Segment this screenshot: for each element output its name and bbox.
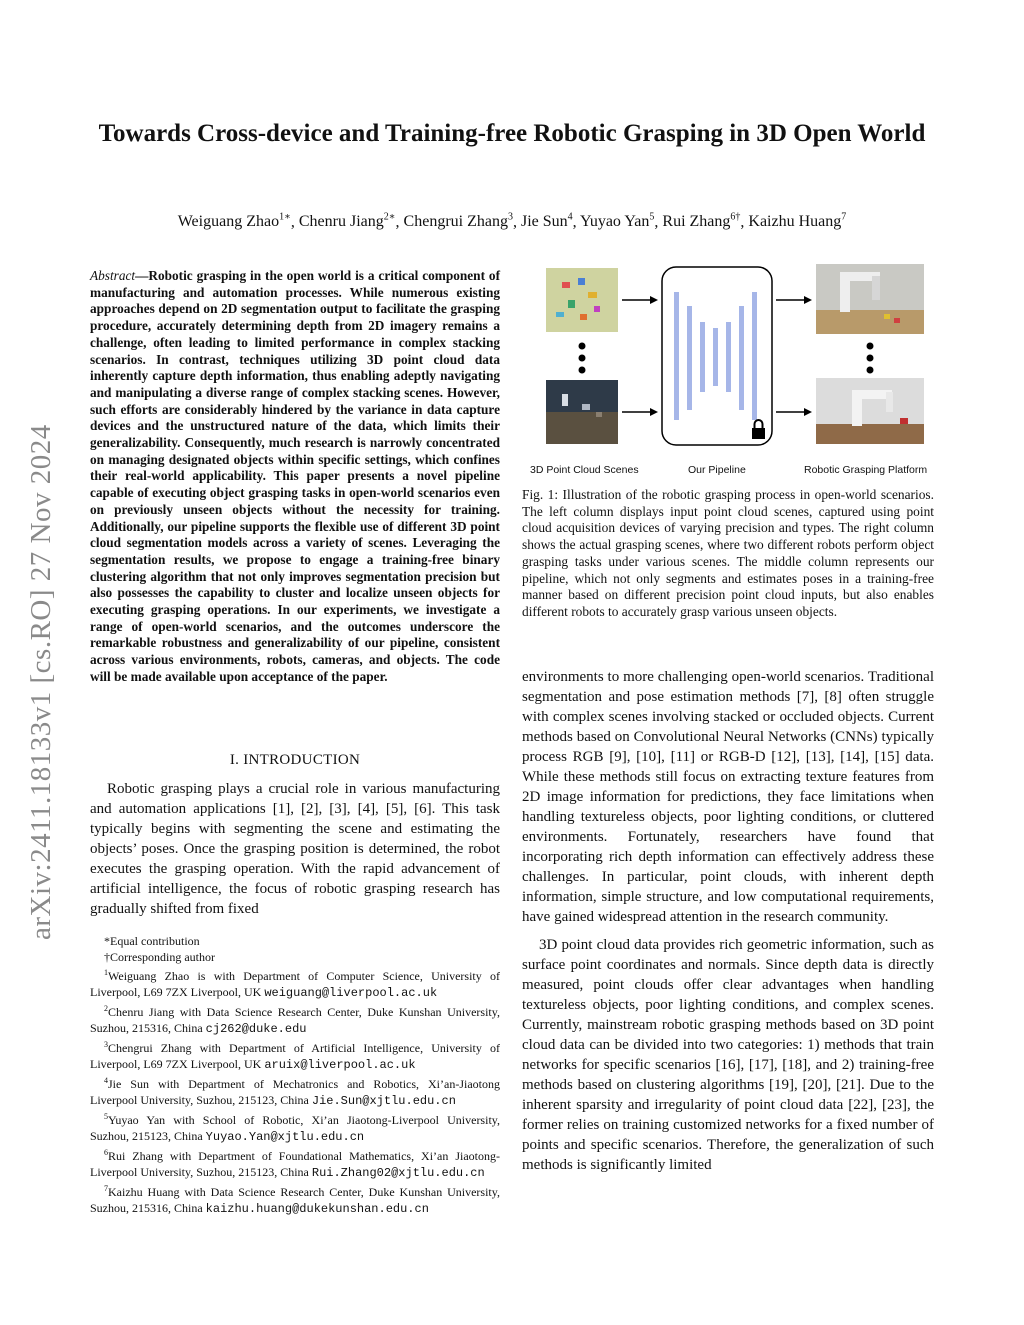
figure-caption: Fig. 1: Illustration of the robotic grasping process in open-world scenarios. The left column displays input point cloud scenes, captured using point cloud acquisition devices of varying precision and types. The right column shows the actual grasping scenes, where two different robots perform object grasping tasks under various scenes. The middle column represents our pipeline, which not only segments and estimates poses in a training-free manner based on different precision point cloud inputs, but also enables different robots to accurately grasp various unseen objects. <box>522 487 934 619</box>
arrow-head <box>650 296 658 304</box>
footnotes <box>90 934 500 1217</box>
ellipsis-dot <box>867 367 874 374</box>
footnote-corresponding: †Corresponding author <box>104 949 215 964</box>
footnote-affiliation: $^2$Chenru Jiang with Data Science Research Center, Duke Kunshan University, Suzhou, 215316, China cj262@duke.edu <box>90 1004 500 1036</box>
author: Kaizhu Huang$^7$ <box>748 212 847 231</box>
footnote-affiliation: $^7$Kaizhu Huang with Data Science Research Center, Duke Kunshan University, Suzhou, 215316, China kaizhu.huang@dukekunshan.edu.cn <box>90 1184 500 1216</box>
ellipsis-dot <box>579 355 586 362</box>
author: Yuyao Yan$^5$ <box>580 212 655 231</box>
arrow-head <box>804 408 812 416</box>
arxiv-watermark: arXiv:2411.18133v1 [cs.RO] 27 Nov 2024 <box>25 424 57 940</box>
figure-label-right: Robotic Grasping Platform <box>804 464 928 476</box>
point-cloud-scene-top <box>546 268 618 332</box>
robot-platform-top <box>816 264 924 334</box>
footnote-affiliation: $^5$Yuyao Yan with School of Robotic, Xi’an Jiaotong-Liverpool University, Suzhou, 215123, China Yuyao.Yan@xjtlu.edu.cn <box>90 1112 500 1144</box>
author: Chenru Jiang$^{2∗}$ <box>298 212 396 231</box>
arrow-head <box>650 408 658 416</box>
footnote-affiliation: $^6$Rui Zhang with Department of Foundational Mathematics, Xi’an Jiaotong-Liverpool University, Suzhou, 215123, China Rui.Zhang02@xjtlu.edu.cn <box>90 1148 500 1180</box>
section-heading: I. INTRODUCTION <box>229 752 361 768</box>
figure-1 <box>522 262 934 480</box>
author: Rui Zhang$^{6\dagger}$ <box>662 212 741 231</box>
point-cloud-scene-bottom <box>546 380 618 444</box>
footnote-affiliation: $^1$Weiguang Zhao is with Department of Computer Science, University of Liverpool, L69 7ZX Liverpool, UK weiguang@liverpool.ac.uk <box>90 968 500 1000</box>
author: Chengrui Zhang$^3$ <box>403 212 513 231</box>
paper-title: Towards Cross-device and Training-free Robotic Grasping in 3D Open World <box>98 120 926 147</box>
body-paragraph: 3D point cloud data provides rich geometric information, such as surface point coordinates and normals. Since depth data is directly measured, point clouds offer clear advantages when handling textureless objects, poor lighting conditions, and complex scenes. Currently, mainstream robotic grasping methods based on 3D point cloud data can be divided into two categories: 1) methods that train networks for specific scenarios [16], [17], [18], and 2) training-free methods based on clustering algorithms [19], [20], [21]. Due to the inherent sparsity and irregularity of point cloud data [22], [23], the former relies on training customized networks for a fixed number of points and specific scenarios. Therefore, the generalization of such methods is significantly limited <box>522 937 934 1173</box>
ellipsis-dot <box>579 343 586 350</box>
arrow-head <box>804 296 812 304</box>
ellipsis-dot <box>867 343 874 350</box>
author: Weiguang Zhao$^{1∗}$ <box>177 212 291 231</box>
abstract <box>90 268 500 686</box>
abstract-label: Abstract <box>90 268 136 283</box>
intro-paragraph: Robotic grasping plays a crucial role in various manufacturing and automation applications [1], [2], [3], [4], [5], [6]. This task typically begins with segmenting the scene and estimating the objects’ poses. Once the grasping position is determined, the robot executes the grasping operation. With the rapid advancement of artificial intelligence, the focus of robotic grasping research has gradually shifted from fixed <box>90 781 500 917</box>
footnote-affiliation: $^4$Jie Sun with Department of Mechatronics and Robotics, Xi’an-Jiaotong Liverpool University, Suzhou, 215123, China Jie.Sun@xjtlu.edu.cn <box>90 1076 500 1108</box>
author: Jie Sun$^4$ <box>520 212 573 231</box>
abstract-text: —Robotic grasping in the open world is a critical component of manufacturing and automation processes. While numerous existing approaches depend on 2D segmentation output to facilitate the grasping procedure, accurately determining depth from 2D imagery remains a challenge, often leading to limited performance in complex stacking scenarios. In contrast, techniques utilizing 3D point cloud data inherently capture depth information, thus enabling adeptly navigating and manipulating a diverse range of complex stacking scenes. However, such efforts are considerably hindered by the variance in data capture devices and the unstructured nature of the data, which limits their generalizability. Consequently, much research is narrowly concentrated on managing designated objects within specific settings, which confines their real-world applicability. This paper presents a novel pipeline capable of executing object grasping tasks in open-world scenarios even on previously unseen objects without the necessity for training. Additionally, our pipeline supports the flexible use of different 3D point cloud segmentation models across a variety of scenes. Leveraging the segmentation results, we propose to engage a training-free binary clustering algorithm that not only improves segmentation precision but also possesses the capability to cluster and localize unseen objects for executing grasping operations. In our experiments, we investigate a range of open-world scenarios, and the outcomes underscore the remarkable robustness and generalizability of our pipeline, consistent across various environments, robots, cameras, and objects. The code will be made available upon acceptance of the paper. <box>90 268 500 684</box>
right-column-text <box>522 667 934 1175</box>
author-list: Weiguang Zhao$^{1∗}$, Chenru Jiang$^{2∗}$, Chengrui Zhang$^3$, Jie Sun$^4$, Yuyao Yan$^5$, Rui Zhang$^{6\dagger}$, Kaizhu Huang$^7$ <box>177 212 847 231</box>
figure-label-left: 3D Point Cloud Scenes <box>530 464 639 476</box>
intro-text <box>90 779 500 919</box>
body-paragraph: environments to more challenging open-world scenarios. Traditional segmentation and pose estimation methods [7], [8] often struggle with complex scenes involving stacked or occluded objects. Current methods based on Convolutional Neural Networks (CNNs) typically process RGB [9], [10], [11] or RGB-D [12], [13], [14], [15] data. While these methods still focus on extracting texture features from 2D image information for predictions, they face limitations when handling textureless objects, poor lighting conditions, or cluttered environments. Fortunately, researchers have found that incorporating rich depth information can effectively address these challenges. In particular, point clouds, with inherent depth information, simple structure, and low computational requirements, have gained widespread attention in the research community. <box>522 669 934 925</box>
footnote-equal: *Equal contribution <box>104 934 200 948</box>
footnote-affiliation: $^3$Chengrui Zhang with Department of Artificial Intelligence, University of Liverpool, L69 7ZX Liverpool, UK aruix@liverpool.ac.uk <box>90 1040 500 1072</box>
ellipsis-dot <box>579 367 586 374</box>
figure-label-middle: Our Pipeline <box>688 464 746 476</box>
ellipsis-dot <box>867 355 874 362</box>
figure-1-illustration <box>522 262 934 462</box>
robot-platform-bottom <box>816 378 924 444</box>
